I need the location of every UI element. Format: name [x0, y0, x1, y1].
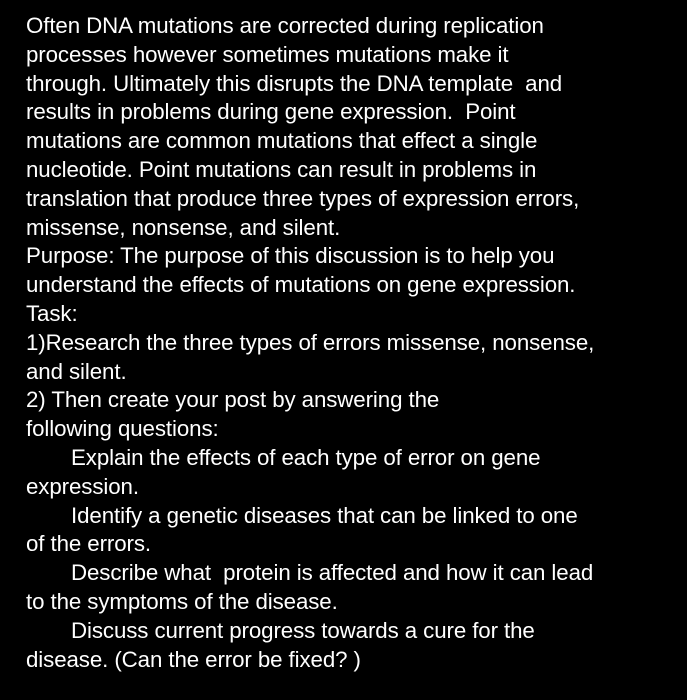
intro-line: missense, nonsense, and silent.	[26, 214, 341, 240]
question-text: Explain the effects of each type of error on gene	[71, 444, 541, 470]
task-step-2	[26, 386, 676, 444]
question-text: Discuss current progress towards a cure for the	[71, 617, 535, 643]
question-text-continued: expression.	[26, 473, 139, 499]
step-line: 2) Then create your post by answering the	[26, 387, 440, 413]
document-body	[26, 12, 676, 674]
question-list	[26, 444, 676, 674]
question-text-continued: disease. (Can the error be fixed? )	[26, 646, 361, 672]
intro-line: nucleotide. Point mutations can result in problems in	[26, 156, 537, 182]
question-text-continued: of the errors.	[26, 531, 151, 557]
question-text-continued: to the symptoms of the disease.	[26, 588, 338, 614]
purpose-line: understand the effects of mutations on gene expression.	[26, 272, 576, 298]
intro-line: mutations are common mutations that effect a single	[26, 128, 538, 154]
purpose-line: Purpose: The purpose of this discussion is to help you	[26, 243, 555, 269]
task-step-1	[26, 329, 676, 387]
purpose-paragraph	[26, 242, 676, 300]
question-item	[26, 502, 676, 560]
question-item	[26, 444, 676, 502]
question-item	[26, 617, 676, 675]
intro-paragraph	[26, 12, 676, 242]
step-line: following questions:	[26, 416, 219, 442]
intro-line: translation that produce three types of expression errors,	[26, 185, 580, 211]
step-line: 1)Research the three types of errors missense, nonsense,	[26, 329, 595, 355]
question-text: Describe what protein is affected and how it can lead	[71, 560, 594, 586]
step-line: and silent.	[26, 358, 127, 384]
intro-line: through. Ultimately this disrupts the DNA template and	[26, 70, 563, 96]
question-item	[26, 559, 676, 617]
intro-line: processes however sometimes mutations make it	[26, 41, 509, 67]
intro-line: results in problems during gene expression. Point	[26, 99, 516, 125]
question-text: Identify a genetic diseases that can be linked to one	[71, 502, 578, 528]
task-heading: Task:	[26, 300, 78, 326]
intro-line: Often DNA mutations are corrected during replication	[26, 13, 544, 38]
